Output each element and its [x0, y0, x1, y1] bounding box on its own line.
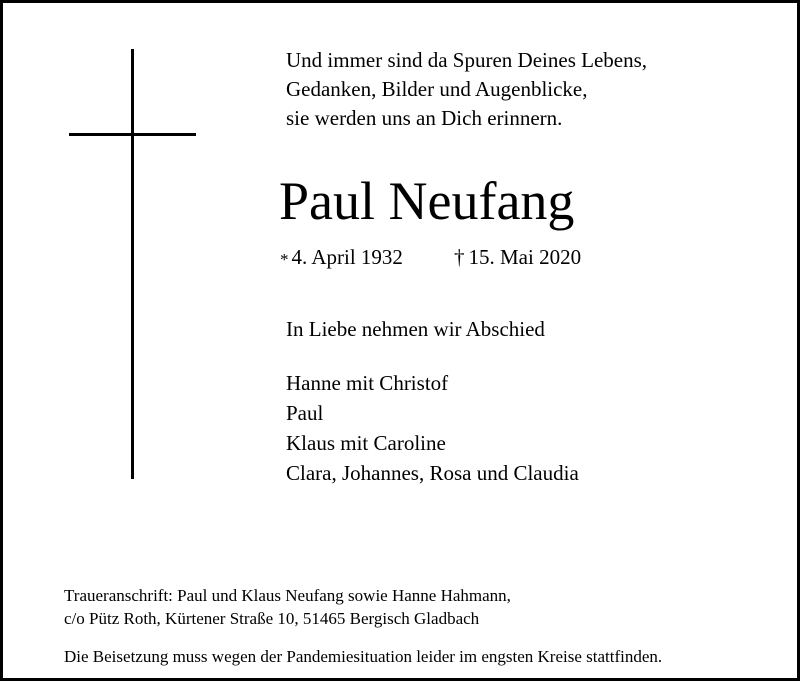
address-line: Traueranschrift: Paul und Klaus Neufang sowie Hanne Hahmann, — [64, 586, 511, 605]
address-line: c/o Pütz Roth, Kürtener Straße 10, 51465 Bergisch Gladbach — [64, 609, 480, 628]
mourner-item: Hanne mit Christof — [286, 371, 449, 395]
birth-date: 4. April 1932 — [291, 245, 403, 269]
quote-line: sie werden uns an Dich erinnern. — [286, 106, 563, 130]
death-date: 15. Mai 2020 — [468, 245, 582, 269]
memorial-quote — [286, 46, 647, 133]
cross-horizontal-bar — [69, 133, 196, 136]
burial-note: Die Beisetzung muss wegen der Pandemiesituation leider im engsten Kreise stattfinden. — [64, 647, 663, 666]
birth-star-icon: * — [280, 250, 289, 269]
mourner-item: Klaus mit Caroline — [286, 431, 446, 455]
mourner-item: Clara, Johannes, Rosa und Claudia — [286, 461, 579, 485]
quote-line: Gedanken, Bilder und Augenblicke, — [286, 77, 588, 101]
quote-line: Und immer sind da Spuren Deines Lebens, — [286, 48, 648, 72]
mourners-list — [286, 368, 579, 488]
death-dagger-icon: † — [454, 245, 465, 269]
deceased-name: Paul Neufang — [279, 171, 575, 231]
mourning-address — [64, 584, 511, 630]
mourner-item: Paul — [286, 401, 324, 425]
cross-vertical-bar — [131, 49, 134, 479]
death-date-group — [454, 244, 581, 270]
birth-date-group — [280, 244, 403, 272]
farewell-line: In Liebe nehmen wir Abschied — [286, 317, 545, 341]
